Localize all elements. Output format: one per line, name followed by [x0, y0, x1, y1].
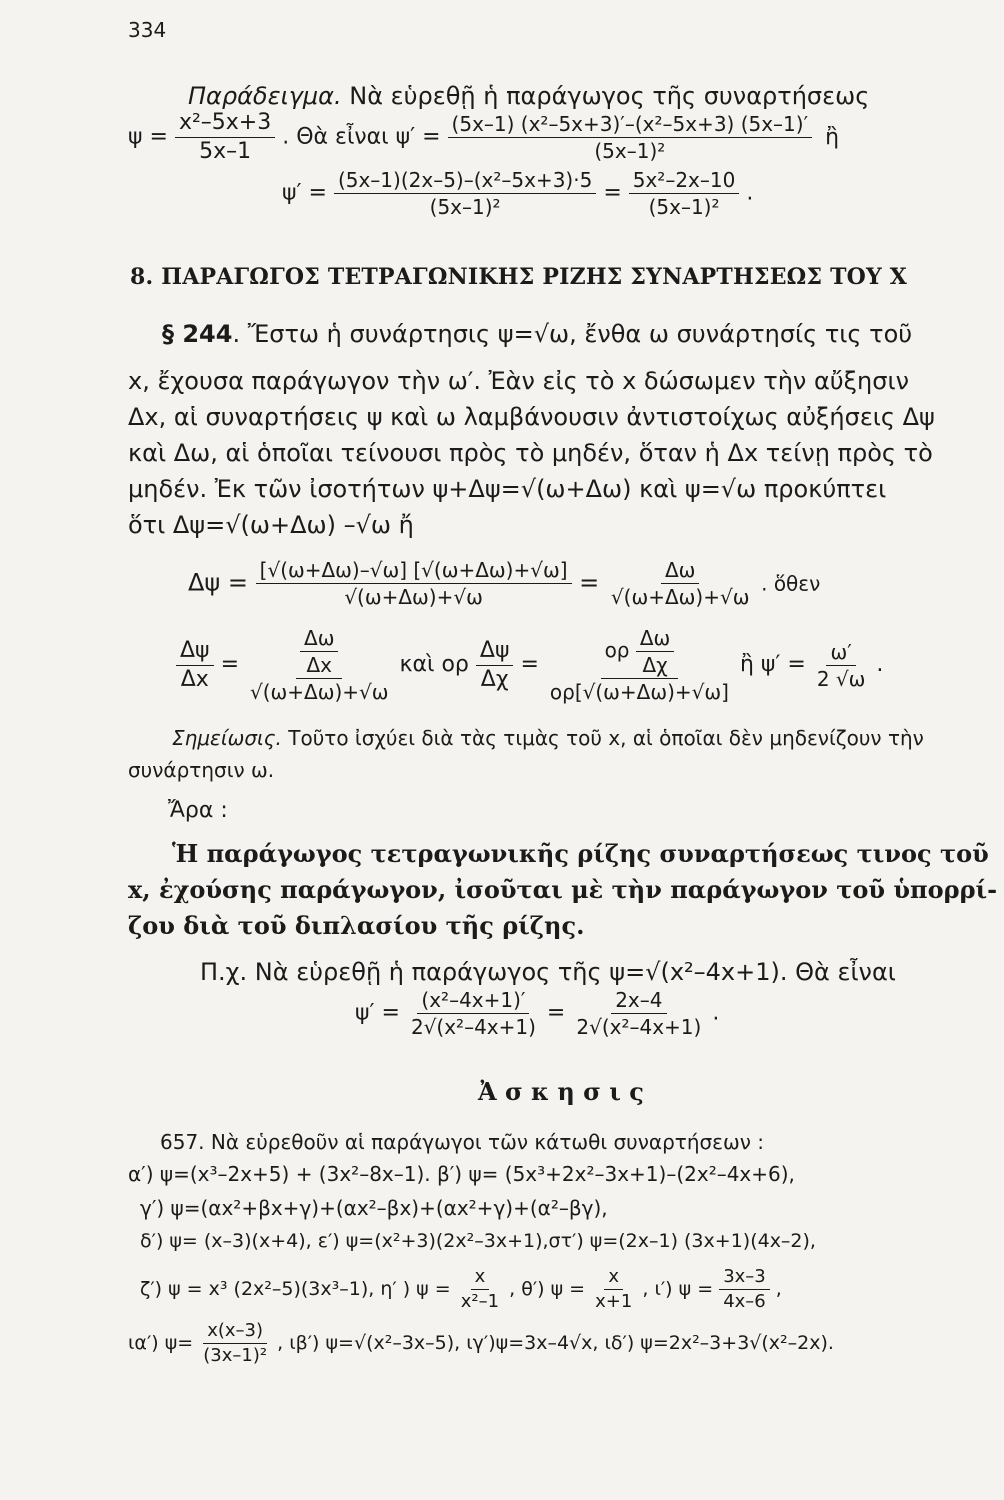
limit-inner-fraction: [636, 628, 674, 675]
example2-denominator-1: 2√(x²–4x+1): [410, 1015, 536, 1039]
exercise-line-5: [128, 1322, 834, 1365]
exercise-line-4: [140, 1268, 782, 1311]
note-text-1: Τοῦτο ἰσχύει διὰ τὰς τιμὰς τοῦ x, αἱ ὁποῖαι δὲν μηδενίζουν τὴν: [281, 726, 924, 750]
period: .: [876, 652, 884, 677]
equals-sign: =: [579, 568, 600, 597]
result-numerator: (5x–1)(2x–5)–(x²–5x+3)·5: [334, 170, 596, 194]
function-fraction: [175, 112, 275, 163]
example2-intro: Π.χ. Νὰ εὑρεθῇ ἡ παράγωγος τῆς ψ=√(x²–4x+1). Θὰ εἶναι: [200, 958, 896, 986]
limit-inner-denominator: Δχ: [642, 653, 668, 677]
ratio-lhs-numerator: Δψ: [176, 640, 214, 666]
theta-denominator: x+1: [595, 1291, 633, 1312]
paragraph-line-4: καὶ Δω, αἱ ὁποῖαι τείνουσι πρὸς τὸ μηδέν, ὅταν ἡ Δx τείνῃ πρὸς τὸ: [128, 439, 933, 467]
delta-simplified-fraction: [607, 560, 754, 607]
iota-numerator: 3x–3: [719, 1268, 770, 1290]
psi-prime-equals: ψ′ =: [355, 1000, 400, 1026]
example-formula-line: [128, 112, 988, 163]
exercise-line-2: γ′) ψ=(αx²+βx+γ)+(αx²–βx)+(αx²+γ)+(α²–βγ),: [140, 1196, 608, 1220]
and-limit-text: καὶ ορ: [399, 652, 469, 677]
example-intro: Νὰ εὑρεθῇ ἡ παράγωγος τῆς συναρτήσεως: [349, 82, 870, 110]
exercise-intro: 657. Νὰ εὑρεθοῦν αἱ παράγωγοι τῶν κάτωθι συναρτήσεων :: [160, 1130, 765, 1154]
inner-denominator: Δx: [306, 653, 333, 677]
ratio-main-fraction: [246, 628, 393, 702]
equals-sign: =: [220, 652, 239, 677]
inner-numerator: Δω: [300, 628, 338, 652]
paragraph-line-2: x, ἔχουσα παράγωγον τὴν ω′. Ἐὰν εἰς τὸ x δώσωμεν τὴν αὔξησιν: [128, 367, 909, 395]
exercise-theta: , θ′) ψ =: [509, 1278, 586, 1300]
limit-rhs-numerator: [601, 628, 679, 679]
exercise-zeta-eta: ζ′) ψ = x³ (2x²–5)(3x³–1), η′ ) ψ =: [140, 1278, 451, 1300]
ratio-lhs-denominator: Δx: [180, 666, 209, 692]
or-word: ἢ: [825, 124, 840, 150]
paragraph-text-1: . Ἔστω ἡ συνάρτησις ψ=√ω, ἔνθα ω συνάρτησίς τις τοῦ: [232, 320, 913, 348]
simplified-fraction: [629, 170, 740, 217]
inner-fraction: [300, 628, 338, 675]
then-text: . Θὰ εἶναι ψ′ =: [282, 124, 441, 150]
iota-alpha-numerator: x(x–3): [203, 1322, 267, 1344]
ratio-equation: [176, 628, 883, 702]
example2-denominator-2: 2√(x²–4x+1): [576, 1015, 702, 1039]
simplified-denominator: (5x–1)²: [648, 195, 720, 219]
delta-denominator: √(ω+Δω)+√ω: [344, 585, 483, 609]
section-heading: 8. ΠΑΡΑΓΩΓΟΣ ΤΕΤΡΑΓΩΝΙΚΗΣ ΡΙΖΗΣ ΣΥΝΑΡΤΗΣΕΩΣ ΤΟΥ Χ: [130, 264, 908, 290]
final-numerator: ω′: [826, 642, 855, 666]
note-line-2: συνάρτησιν ω.: [128, 758, 275, 782]
ratio-lhs-fraction: [176, 637, 214, 692]
example-result-line: [282, 170, 753, 217]
exercise-iota: , ι′) ψ =: [642, 1278, 714, 1300]
or-psi-prime: ἢ ψ′ =: [739, 652, 806, 677]
limit-word: ορ: [604, 638, 630, 662]
period: .: [746, 180, 754, 206]
paragraph-line-3: Δx, αἱ συναρτήσεις ψ καὶ ω λαμβάνουσιν ἀντιστοίχως αὐξήσεις Δψ: [128, 403, 935, 431]
quotient-numerator: (5x–1) (x²–5x+3)′–(x²–5x+3) (5x–1)′: [448, 114, 813, 138]
exercise-line-1: α′) ψ=(x³–2x+5) + (3x²–8x–1). β′) ψ= (5x³+2x²–3x+1)–(2x²–4x+6),: [128, 1162, 795, 1186]
psi-prime-equals: ψ′ =: [282, 180, 327, 206]
delta-psi-equals: Δψ =: [188, 568, 248, 597]
limit-lhs-denominator: Δχ: [480, 666, 509, 692]
theorem-line-3: ζου διὰ τοῦ διπλασίου τῆς ρίζης.: [128, 911, 585, 940]
note-line-1: [172, 728, 924, 748]
exercise-eta-fraction: [457, 1268, 503, 1311]
ratio-main-numerator: [296, 628, 342, 679]
example2-numerator-2: 2x–4: [611, 990, 666, 1014]
quotient-rule-fraction: [448, 114, 813, 161]
exercises-heading: Ἀ σ κ η σ ι ς: [478, 1077, 644, 1106]
delta-numerator: [√(ω+Δω)–√ω] [√(ω+Δω)+√ω]: [256, 560, 572, 584]
result-fraction: [334, 170, 596, 217]
equals-sign: =: [603, 180, 622, 206]
exercise-theta-fraction: [591, 1268, 636, 1311]
final-fraction: [813, 639, 870, 691]
example-title: Παράδειγμα.: [188, 82, 342, 110]
paragraph-number: § 244: [162, 320, 233, 348]
delta-simplified-denominator: √(ω+Δω)+√ω: [610, 585, 750, 609]
period: .: [712, 1000, 720, 1026]
limit-lhs-fraction: [476, 637, 514, 692]
hence-word: . ὅθεν: [761, 571, 821, 596]
limit-inner-numerator: Δω: [636, 628, 674, 652]
page-number: 334: [128, 18, 167, 42]
therefore-label: Ἄρα :: [168, 798, 228, 823]
exercise-iota-alpha: ια′) ψ=: [128, 1332, 194, 1354]
example-intro-line: [188, 84, 869, 108]
result-denominator: (5x–1)²: [429, 195, 501, 219]
final-denominator: 2 √ω: [816, 666, 866, 691]
limit-rhs-fraction: [546, 628, 733, 702]
iota-alpha-denominator: (3x–1)²: [203, 1345, 268, 1366]
paragraph-line-1: [162, 322, 912, 346]
simplified-numerator: 5x²–2x–10: [629, 170, 740, 194]
equals-sign: =: [546, 1000, 566, 1026]
delta-equation: [188, 560, 820, 607]
delta-simplified-numerator: Δω: [661, 560, 699, 584]
paragraph-line-5: μηδέν. Ἐκ τῶν ἰσοτήτων ψ+Δψ=√(ω+Δω) καὶ ψ=√ω προκύπτει: [128, 475, 887, 503]
exercise-rest: , ιβ′) ψ=√(x²–3x–5), ιγ′)ψ=3x–4√x, ιδ′) ψ=2x²–3+3√(x²–2x).: [277, 1332, 834, 1354]
theorem-line-2: x, ἐχούσης παράγωγον, ἰσοῦται μὲ τὴν παράγωγον τοῦ ὑπορρί-: [128, 875, 998, 904]
ratio-main-denominator: √(ω+Δω)+√ω: [250, 680, 389, 704]
comma: ,: [775, 1278, 782, 1300]
exercise-iota-fraction: [719, 1268, 770, 1311]
eta-numerator: x: [471, 1268, 490, 1290]
exercise-line-3: δ′) ψ= (x–3)(x+4), ε′) ψ=(x²+3)(2x²–3x+1),στ′) ψ=(2x–1) (3x+1)(4x–2),: [140, 1230, 816, 1252]
limit-rhs-denominator: ορ[√(ω+Δω)+√ω]: [549, 680, 729, 704]
example2-fraction-1: [407, 990, 540, 1037]
psi-equals: ψ =: [128, 124, 168, 150]
eta-denominator: x²–1: [460, 1291, 500, 1312]
iota-denominator: 4x–6: [723, 1291, 766, 1312]
example2-fraction-2: [572, 990, 705, 1037]
theorem-line-1: Ἡ παράγωγος τετραγωνικῆς ρίζης συναρτήσεως τινος τοῦ: [172, 839, 989, 868]
limit-lhs-numerator: Δψ: [476, 640, 514, 666]
function-numerator: x²–5x+3: [175, 112, 275, 138]
theta-numerator: x: [604, 1268, 623, 1290]
function-denominator: 5x–1: [199, 139, 252, 164]
example2-equation: [355, 990, 719, 1037]
equals-sign: =: [520, 652, 539, 677]
delta-fraction: [256, 560, 572, 607]
paragraph-line-6: ὅτι Δψ=√(ω+Δω) –√ω ἤ: [128, 511, 414, 539]
note-label: Σημείωσις.: [172, 726, 282, 750]
exercise-iota-alpha-fraction: [199, 1322, 271, 1365]
quotient-denominator: (5x–1)²: [594, 139, 666, 163]
example2-numerator-1: (x²–4x+1)′: [417, 990, 529, 1014]
